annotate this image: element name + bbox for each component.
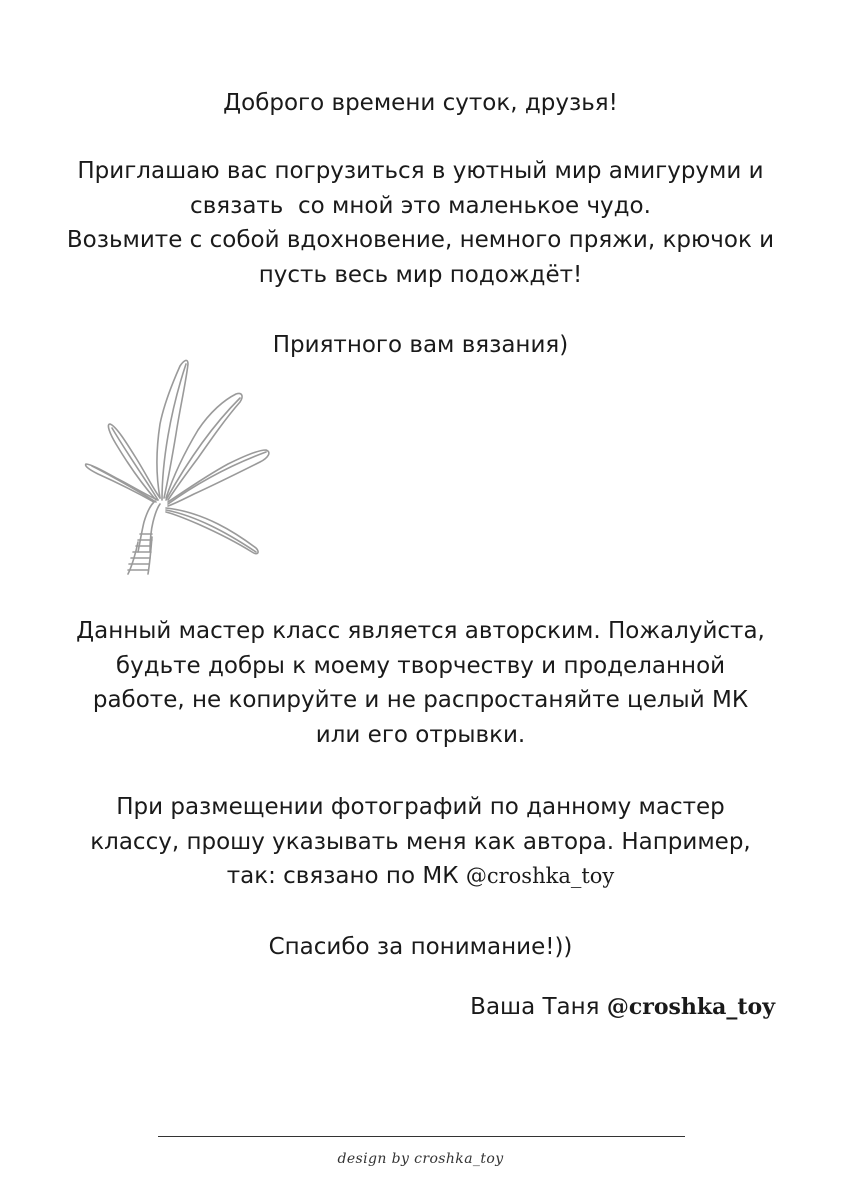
- photo-credit-request: [0, 790, 841, 894]
- invitation-line: пусть весь мир подождёт!: [258, 261, 583, 288]
- notice-line: или его отрывки.: [315, 721, 526, 748]
- photo-request-line: классу, прошу указывать меня как автора. Например,: [90, 828, 751, 855]
- photo-request-line: При размещении фотографий по данному мастер: [116, 794, 725, 820]
- leaf-vein: [92, 466, 156, 502]
- leaf-sprig-icon: [76, 352, 276, 584]
- invitation-line: Приглашаю вас погрузиться в уютный мир амигуруми и: [77, 158, 764, 184]
- example-prefix: так: связано по МК: [226, 863, 466, 889]
- notice-line: работе, не копируйте и не распростаняйте целый МК: [92, 687, 749, 713]
- thanks-paragraph: [0, 930, 841, 965]
- wish-text: Приятного вам вязания): [272, 332, 569, 358]
- photo-request-example: [0, 859, 841, 894]
- greeting-text: Доброго времени суток, друзья!: [223, 90, 618, 116]
- leaf-blade: [166, 393, 242, 500]
- invitation-line: Возьмите с собой вдохновение, немного пряжи, крючок и: [66, 227, 775, 253]
- notice-line: Данный мастер класс является авторским. Пожалуйста,: [76, 618, 765, 644]
- signature-handle: @croshka_toy: [606, 994, 775, 1020]
- invitation-paragraph: [0, 154, 841, 292]
- footer-divider: [158, 1136, 685, 1137]
- leaf-vein: [166, 398, 240, 500]
- signature: [470, 990, 775, 1024]
- invitation-line: связать со мной это маленькое чудо.: [190, 192, 651, 219]
- notice-line: будьте добры к моему творчеству и проделанной: [115, 652, 726, 679]
- greeting: [0, 86, 841, 121]
- thanks-text: Спасибо за понимание!)): [268, 934, 573, 960]
- signature-prefix: Ваша Таня: [470, 994, 607, 1020]
- leaf-blade: [166, 508, 258, 554]
- footer-credit: design by croshka_toy: [337, 1151, 504, 1167]
- copyright-notice: [0, 614, 841, 752]
- example-handle: @croshka_toy: [465, 864, 615, 888]
